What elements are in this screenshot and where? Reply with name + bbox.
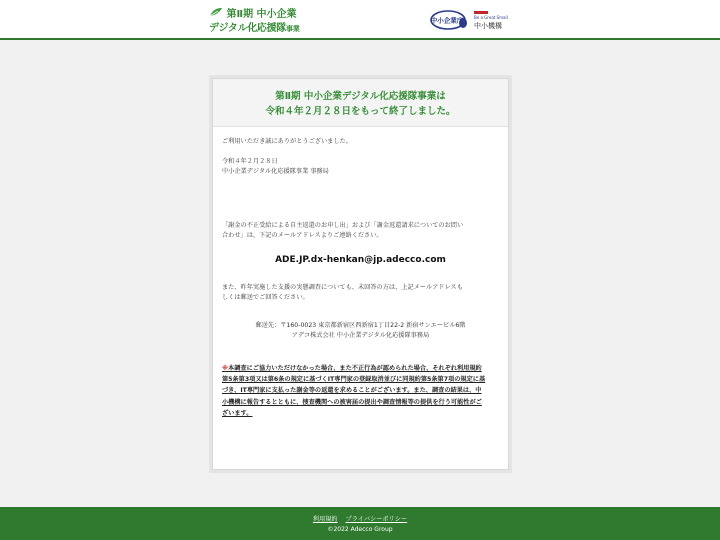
- contact-text-line2: 合わせ」は、下記のメールアドレスよりご連絡ください。: [222, 231, 383, 239]
- card-header: [213, 79, 508, 127]
- contact-email[interactable]: ADE.JP.dx-henkan@jp.adecco.com: [275, 255, 446, 266]
- warning-mark: ※: [222, 365, 229, 373]
- survey-text-line2: しくは郵送でご回答ください。: [222, 294, 309, 302]
- site-footer: [0, 507, 720, 540]
- svg-text:中小企業庁: 中小企業庁: [430, 16, 464, 25]
- bgs-name: 中小機構: [474, 22, 502, 30]
- card-body: [213, 127, 508, 419]
- footer-links: [0, 507, 720, 523]
- bgs-logo[interactable]: [474, 9, 516, 33]
- office-name: 中小企業デジタル化応援隊事業 事務局: [222, 168, 329, 176]
- thanks-text: ご利用いただき誠にありがとうございました。: [222, 138, 352, 145]
- end-date: 令和４年２月２８日: [222, 158, 278, 166]
- terms-link[interactable]: 利用規約: [312, 516, 338, 523]
- site-logo[interactable]: [209, 5, 319, 35]
- mailing-address-line2: アデコ株式会社 中小企業デジタル化応援隊事務局: [291, 331, 430, 339]
- mailing-address-line1: 郵送先：〒160-0023 東京都新宿区西新宿1丁目22-2 新宿サンエービル6階: [255, 321, 466, 329]
- partner-logos: [430, 9, 516, 33]
- leaf-icon: [209, 7, 223, 17]
- survey-text-line1: また、昨年実施した支援の実態調査についても、未回答の方は、上記メールアドレスも: [222, 284, 463, 292]
- bgs-logo-bar-icon: [474, 11, 488, 14]
- smrj-logo-icon[interactable]: [430, 9, 468, 31]
- notice-card: [212, 78, 509, 470]
- warning-notice: [222, 363, 499, 419]
- logo-line2: デジタル化応援隊事業: [209, 23, 300, 34]
- warning-notice-line5: ざいます。: [222, 409, 253, 417]
- warning-notice-line1: ※本調査にご協力いただけなかった場合、また不正行為が認められた場合、それぞれ利用規約: [222, 365, 482, 373]
- privacy-policy-link[interactable]: プライバシーポリシー: [345, 516, 408, 523]
- warning-notice-line2: 第5条第3項又は第6条の規定に基づくIT専門家の登録取消並びに同規約第5条第7項の規定に基: [222, 376, 486, 384]
- card-title-line1: 第Ⅱ期 中小企業デジタル化応援隊事業は: [275, 91, 446, 102]
- site-header: [0, 0, 720, 40]
- warning-notice-line4: 小機構に報告するとともに、捜査機関への被害届の提出や調査情報等の提供を行う可能性がご: [222, 398, 482, 406]
- contact-text-line1: 「謝金の不正受給による自主返還のお申し出」および「謝金返還請求についてのお問い: [222, 221, 464, 229]
- bgs-tagline: Be a Great Small: [474, 15, 508, 20]
- card-title-line2: 令和４年２月２８日をもって終了しました。: [265, 106, 456, 117]
- logo-line1: 第Ⅱ期 中小企業: [209, 5, 297, 20]
- copyright: ©2022 Adecco Group: [327, 526, 393, 533]
- warning-notice-line3: づき、IT専門家に支払った謝金等の返還を求めることがございます。また、調査の結果は、中: [222, 387, 482, 395]
